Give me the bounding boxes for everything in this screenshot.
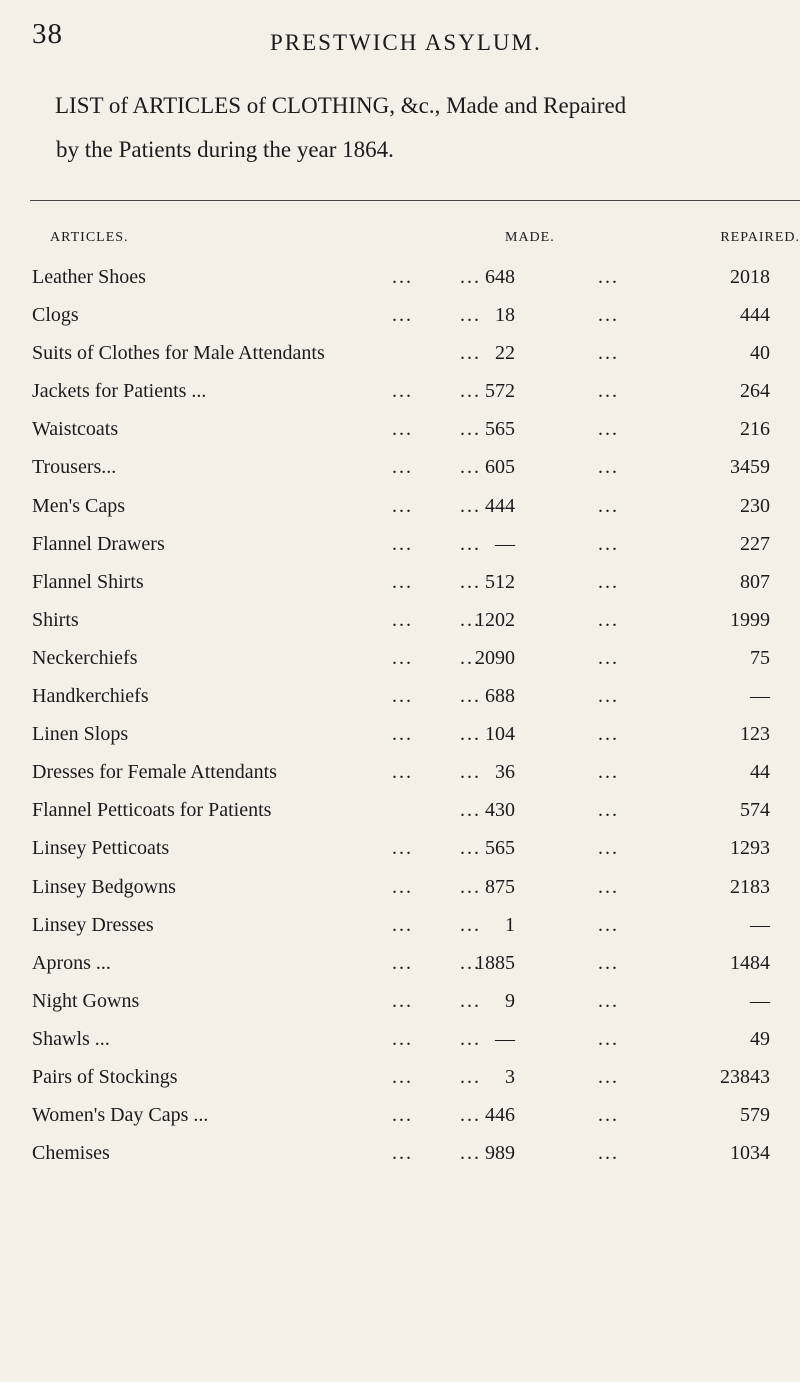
leader-dots: ...: [392, 266, 413, 288]
leader-dots: ...: [598, 570, 619, 593]
made-count: 512: [485, 570, 515, 593]
leader-dots: ...: [598, 989, 619, 1012]
leader-dots: ...: [598, 418, 619, 441]
made-count: 444: [485, 494, 515, 517]
table-row: [0, 376, 800, 414]
repaired-count: 574: [740, 799, 770, 822]
article-name: Jackets for Patients ...: [32, 380, 207, 403]
leader-dots: ...: [460, 532, 481, 555]
leader-dots: ...: [392, 532, 413, 555]
leader-dots: ...: [598, 304, 619, 327]
table-row: [0, 681, 800, 719]
leader-dots: ...: [598, 951, 619, 974]
made-count: 572: [485, 380, 515, 403]
table-row: [0, 452, 800, 490]
leader-dots: ...: [598, 1142, 619, 1165]
repaired-count: 123: [740, 723, 770, 746]
leader-dots: ...: [460, 723, 481, 746]
leader-dots: ...: [598, 799, 619, 822]
article-name: Clogs: [32, 304, 79, 327]
divider-rule: [30, 200, 800, 201]
table-row: [0, 1138, 800, 1176]
table-row: [0, 300, 800, 338]
article-name: Linen Slops: [32, 723, 129, 746]
leader-dots: ...: [392, 646, 413, 669]
table-row: [0, 833, 800, 871]
article-name: Flannel Petticoats for Patients: [32, 799, 272, 822]
leader-dots: ...: [460, 1027, 481, 1050]
repaired-count: 1034: [730, 1142, 770, 1165]
leader-dots: ...: [392, 456, 413, 479]
article-name: Neckerchiefs: [32, 646, 138, 669]
column-header-articles: ARTICLES.: [50, 230, 129, 245]
leader-dots: ...: [598, 837, 619, 860]
leader-dots: ...: [598, 380, 619, 403]
article-name: Night Gowns: [32, 989, 140, 1012]
leader-dots: ...: [598, 608, 619, 631]
leader-dots: ...: [392, 761, 413, 784]
repaired-count: 1999: [730, 608, 770, 631]
leader-dots: ...: [460, 837, 481, 860]
made-count: 446: [485, 1104, 515, 1127]
repaired-count: 579: [740, 1104, 770, 1127]
leader-dots: ...: [392, 837, 413, 860]
leader-dots: ...: [392, 380, 413, 403]
article-name: Trousers...: [32, 456, 117, 479]
leader-dots: ...: [598, 875, 619, 898]
article-name: Aprons ...: [32, 951, 111, 974]
leader-dots: ...: [460, 685, 481, 708]
made-count: 565: [485, 837, 515, 860]
leader-dots: ...: [460, 1104, 481, 1127]
article-name: Shirts: [32, 608, 79, 631]
leader-dots: ...: [598, 456, 619, 479]
leader-dots: ...: [392, 875, 413, 898]
made-count: 1: [505, 913, 515, 936]
article-name: Suits of Clothes for Male Attendants: [32, 342, 325, 365]
made-count: 430: [485, 799, 515, 822]
leader-dots: ...: [598, 1027, 619, 1050]
leader-dots: ...: [598, 723, 619, 746]
article-name: Pairs of Stockings: [32, 1065, 178, 1088]
leader-dots: ...: [392, 494, 413, 517]
table-row: [0, 1062, 800, 1100]
repaired-count: 3459: [730, 456, 770, 479]
table-row: [0, 986, 800, 1024]
column-header-made: MADE.: [505, 230, 555, 245]
leader-dots: ...: [460, 951, 481, 974]
leader-dots: ...: [460, 380, 481, 403]
article-name: Women's Day Caps ...: [32, 1104, 209, 1127]
leader-dots: ...: [598, 685, 619, 708]
leader-dots: ...: [392, 951, 413, 974]
made-count: 22: [495, 342, 515, 365]
article-name: Handkerchiefs: [32, 685, 149, 708]
column-header-repaired: REPAIRED.: [720, 230, 800, 245]
repaired-count: 2018: [730, 266, 770, 288]
leader-dots: ...: [392, 723, 413, 746]
leader-dots: ...: [392, 608, 413, 631]
running-head: PRESTWICH ASYLUM.: [270, 30, 542, 55]
made-count: —: [495, 1027, 515, 1050]
made-count: 1202: [475, 608, 515, 631]
article-name: Linsey Dresses: [32, 913, 154, 936]
page-number: 38: [32, 18, 63, 50]
repaired-count: 40: [750, 342, 770, 365]
leader-dots: ...: [460, 875, 481, 898]
made-count: 648: [485, 266, 515, 288]
leader-dots: ...: [460, 761, 481, 784]
leader-dots: ...: [598, 913, 619, 936]
made-count: 989: [485, 1142, 515, 1165]
made-count: 3: [505, 1065, 515, 1088]
repaired-count: 230: [740, 494, 770, 517]
leader-dots: ...: [598, 532, 619, 555]
made-count: 36: [495, 761, 515, 784]
table-row: [0, 605, 800, 643]
table-row: [0, 262, 800, 300]
table-row: [0, 491, 800, 529]
table-row: [0, 910, 800, 948]
leader-dots: ...: [392, 913, 413, 936]
article-name: Linsey Petticoats: [32, 837, 170, 860]
article-name: Dresses for Female Attendants: [32, 761, 277, 784]
leader-dots: ...: [460, 342, 481, 365]
made-count: 9: [505, 989, 515, 1012]
repaired-count: 2183: [730, 875, 770, 898]
leader-dots: ...: [598, 494, 619, 517]
leader-dots: ...: [392, 685, 413, 708]
made-count: 2090: [475, 646, 515, 669]
repaired-count: —: [750, 989, 770, 1012]
leader-dots: ...: [598, 342, 619, 365]
repaired-count: 216: [740, 418, 770, 441]
article-name: Chemises: [32, 1142, 110, 1165]
leader-dots: ...: [598, 1104, 619, 1127]
table-row: [0, 1024, 800, 1062]
leader-dots: ...: [392, 1104, 413, 1127]
leader-dots: ...: [392, 1142, 413, 1165]
leader-dots: ...: [460, 799, 481, 822]
table-row: [0, 567, 800, 605]
leader-dots: ...: [460, 608, 481, 631]
table-row: [0, 795, 800, 833]
repaired-count: 44: [750, 761, 770, 784]
leader-dots: ...: [460, 304, 481, 327]
leader-dots: ...: [460, 913, 481, 936]
made-count: 605: [485, 456, 515, 479]
article-name: Leather Shoes: [32, 266, 146, 288]
leader-dots: ...: [392, 989, 413, 1012]
article-name: Linsey Bedgowns: [32, 875, 176, 898]
leader-dots: ...: [460, 494, 481, 517]
repaired-count: 264: [740, 380, 770, 403]
table-row: [0, 872, 800, 910]
leader-dots: ...: [392, 1027, 413, 1050]
table-title: LIST of ARTICLES of CLOTHING, &c., Made and Repaired: [55, 93, 627, 118]
repaired-count: 227: [740, 532, 770, 555]
table-row: [0, 529, 800, 567]
leader-dots: ...: [598, 761, 619, 784]
repaired-count: 1293: [730, 837, 770, 860]
made-count: 875: [485, 875, 515, 898]
repaired-count: 23843: [720, 1065, 770, 1088]
leader-dots: ...: [392, 570, 413, 593]
made-count: 565: [485, 418, 515, 441]
article-name: Flannel Drawers: [32, 532, 165, 555]
repaired-count: 807: [740, 570, 770, 593]
leader-dots: ...: [598, 1065, 619, 1088]
leader-dots: ...: [460, 1065, 481, 1088]
table-row: [0, 757, 800, 795]
table-row: [0, 719, 800, 757]
made-count: 18: [495, 304, 515, 327]
table-row: [0, 948, 800, 986]
table-row: [0, 414, 800, 452]
table-row: [0, 1100, 800, 1138]
leader-dots: ...: [598, 646, 619, 669]
article-name: Men's Caps: [32, 494, 126, 517]
made-count: 688: [485, 685, 515, 708]
repaired-count: —: [750, 685, 770, 708]
made-count: —: [495, 532, 515, 555]
article-name: Waistcoats: [32, 418, 119, 441]
article-name: Shawls ...: [32, 1027, 110, 1050]
made-count: 1885: [475, 951, 515, 974]
leader-dots: ...: [460, 1142, 481, 1165]
leader-dots: ...: [460, 456, 481, 479]
repaired-count: 49: [750, 1027, 770, 1050]
leader-dots: ...: [392, 1065, 413, 1088]
leader-dots: ...: [460, 570, 481, 593]
table-row: [0, 338, 800, 376]
leader-dots: ...: [460, 266, 481, 288]
table-row: [0, 643, 800, 681]
leader-dots: ...: [598, 266, 619, 288]
leader-dots: ...: [392, 304, 413, 327]
repaired-count: 75: [750, 646, 770, 669]
leader-dots: ...: [460, 418, 481, 441]
leader-dots: ...: [460, 989, 481, 1012]
article-name: Flannel Shirts: [32, 570, 144, 593]
leader-dots: ...: [392, 418, 413, 441]
repaired-count: 1484: [730, 951, 770, 974]
repaired-count: 444: [740, 304, 770, 327]
table-subtitle: by the Patients during the year 1864.: [56, 137, 394, 162]
made-count: 104: [485, 723, 515, 746]
clothing-table: [0, 262, 800, 1176]
leader-dots: ...: [460, 646, 481, 669]
repaired-count: —: [750, 913, 770, 936]
